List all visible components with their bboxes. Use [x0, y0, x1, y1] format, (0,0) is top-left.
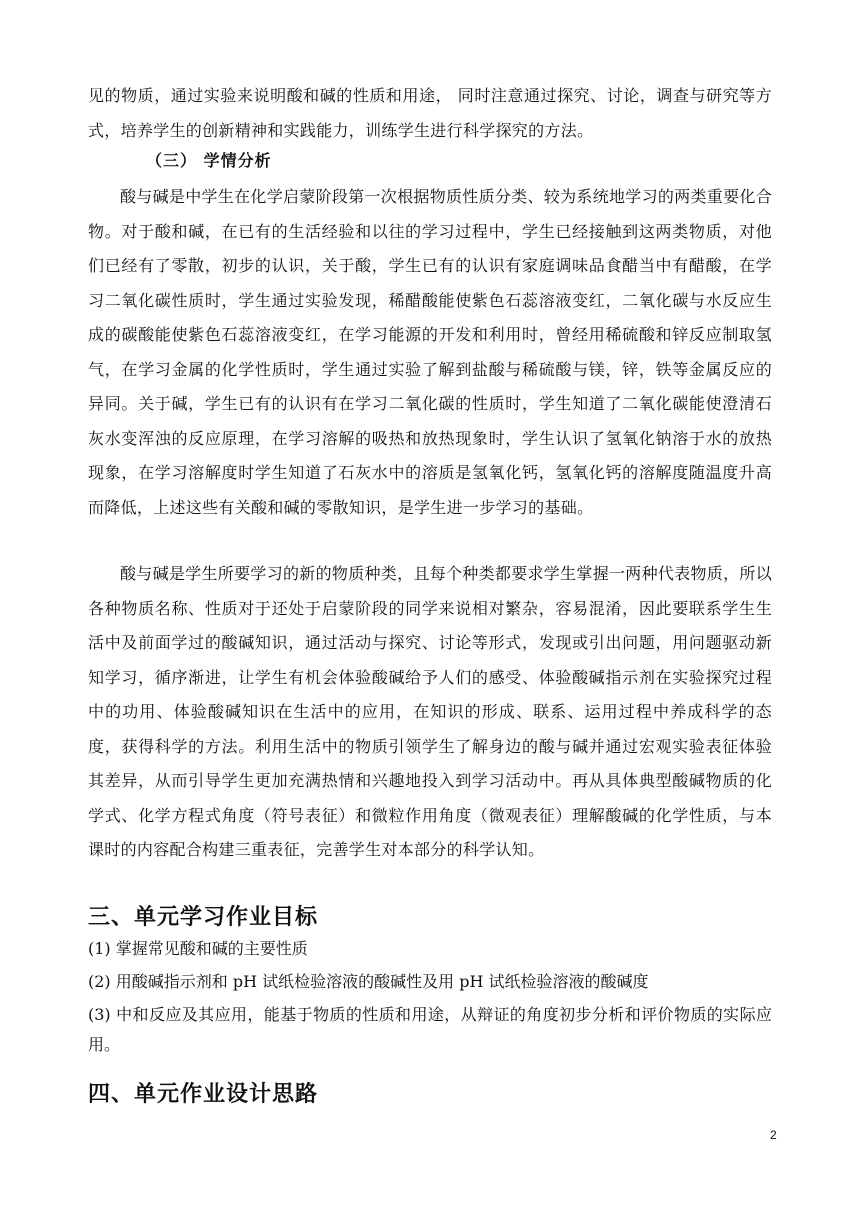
analysis-paragraph-2: 酸与碱是学生所要学习的新的物质种类，且每个种类都要求学生掌握一两种代表物质，所以各种物质名称、性质对于还处于启蒙阶段的同学来说相对繁杂，容易混淆，因此要联系学生生活中及前面学过的酸碱知识，通过活动与探究、讨论等形式，发现或引出问题，用问题驱动新知学习，循序渐进，让学生有机会体验酸碱给予人们的感受、体验酸碱指示剂在实验探究过程中的功用、体验酸碱知识在生活中的应用，在知识的形成、联系、运用过程中养成科学的态度，获得科学的方法。利用生活中的物质引领学生了解身边的酸与碱并通过宏观实验表征体验其差异，从而引导学生更加充满热情和兴趣地投入到学习活动中。再从具体典型酸碱物质的化学式、化学方程式角度（符号表征）和微粒作用角度（微观表征）理解酸碱的化学性质，与本课时的内容配合构建三重表征，完善学生对本部分的科学认知。	[88, 564, 773, 859]
goal-item-2: (2) 用酸碱指示剂和 pH 试纸检验溶液的酸碱性及用 pH 试纸检验溶液的酸碱度	[88, 972, 649, 991]
section-three-heading: 三、单元学习作业目标	[88, 905, 319, 930]
goal-item-1: (1) 掌握常见酸和碱的主要性质	[88, 939, 308, 958]
section-four-heading: 四、单元作业设计思路	[88, 1082, 319, 1107]
intro-paragraph: 见的物质，通过实验来说明酸和碱的性质和用途， 同时注意通过探究、讨论，调查与研究等方式，培养学生的创新精神和实践能力，训练学生进行科学探究的方法。	[88, 86, 772, 140]
goal-item-3: (3) 中和反应及其应用，能基于物质的性质和用途，从辩证的角度初步分析和评价物质的实际应用。	[88, 1005, 772, 1054]
page-number: 2	[770, 1128, 777, 1142]
analysis-paragraph-1: 酸与碱是中学生在化学启蒙阶段第一次根据物质性质分类、较为系统地学习的两类重要化合物。对于酸和碱，在已有的生活经验和以往的学习过程中，学生已经接触到这两类物质，对他们已经有了零散，初步的认识，关于酸，学生已有的认识有家庭调味品食醋当中有醋酸，在学习二氧化碳性质时，学生通过实验发现，稀醋酸能使紫色石蕊溶液变红，二氧化碳与水反应生成的碳酸能使紫色石蕊溶液变红，在学习能源的开发和利用时，曾经用稀硫酸和锌反应制取氢气，在学习金属的化学性质时，学生通过实验了解到盐酸与稀硫酸与镁，锌，铁等金属反应的异同。关于碱，学生已有的认识有在学习二氧化碳的性质时，学生知道了二氧化碳能使澄清石灰水变浑浊的反应原理，在学习溶解的吸热和放热现象时，学生认识了氢氧化钠溶于水的放热现象，在学习溶解度时学生知道了石灰水中的溶质是氢氧化钙，氢氧化钙的溶解度随温度升高而降低，上述这些有关酸和碱的零散知识，是学生进一步学习的基础。	[88, 187, 773, 517]
subsection-heading: （三） 学情分析	[146, 151, 272, 170]
